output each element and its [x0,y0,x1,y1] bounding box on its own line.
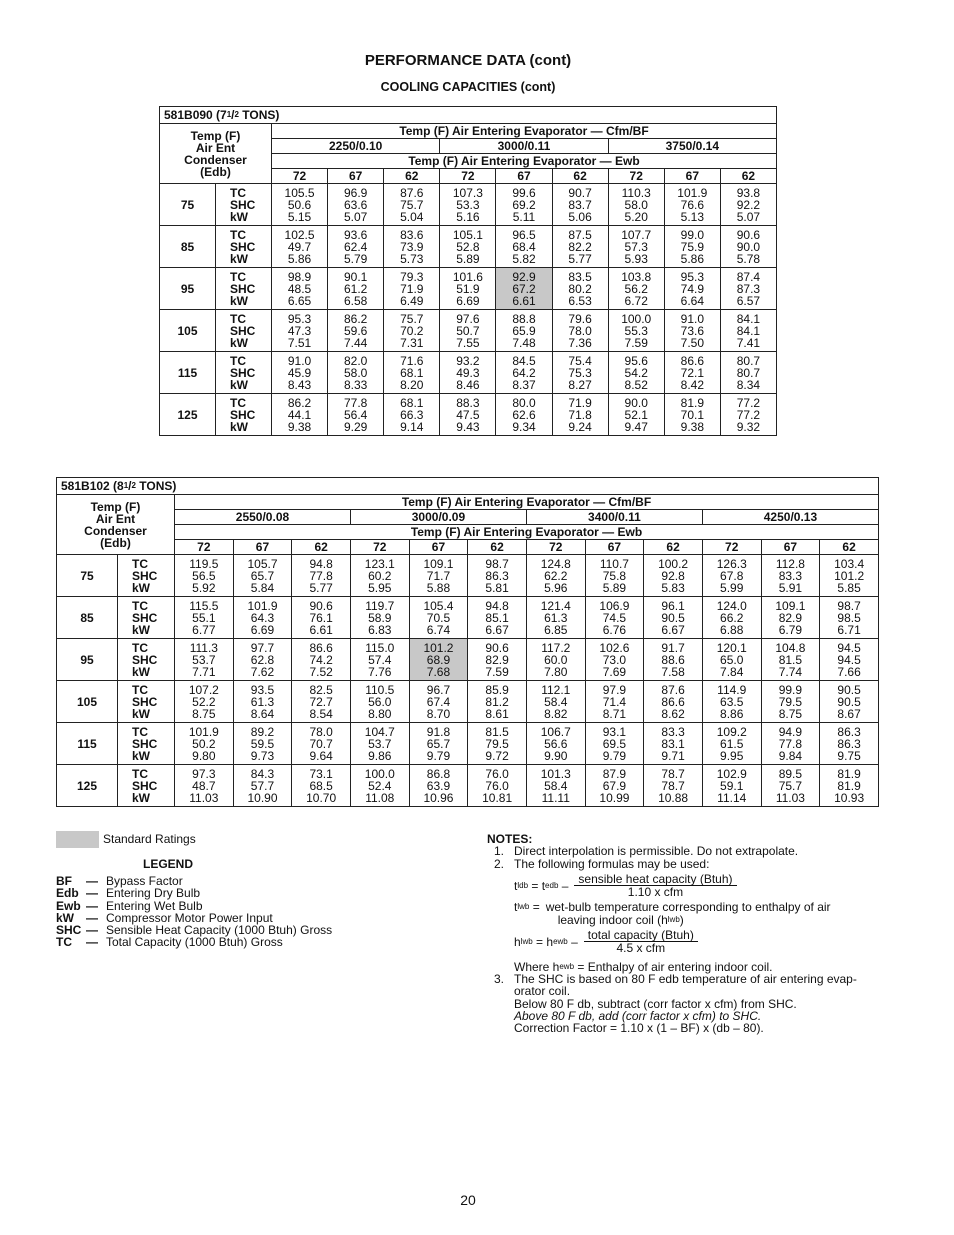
table-cell: 101.9 64.3 6.69 [233,597,292,639]
table-cell: 92.9 67.2 6.61 [496,268,552,310]
formula-hlwb [514,929,887,955]
table-cell: 71.9 71.8 9.24 [552,394,608,436]
table-cell: 90.6 82.9 7.59 [468,639,527,681]
edb-value: 95 [57,639,118,681]
edb-value: 125 [57,765,118,807]
table-cell: 88.3 47.5 9.43 [440,394,496,436]
note-3-line5: Correction Factor = 1.10 x (1 – BF) x (db – 80). [514,1021,764,1036]
row-labels: TC SHC kW [216,352,272,394]
legend-dash: — [86,874,98,888]
table-cell: 79.6 78.0 7.36 [552,310,608,352]
model-suffix: TONS) [135,479,177,493]
model-row [160,107,777,124]
table-cell: 97.6 50.7 7.55 [440,310,496,352]
table-cell: 86.6 72.1 8.42 [664,352,720,394]
ewb-col-7: 67 [585,540,644,555]
legend-abbr: Edb [56,886,79,901]
table-cell: 109.1 82.9 6.79 [761,597,820,639]
formula-tldb-lhs [514,880,568,892]
note-3-line3: Below 80 F db, subtract (corr factor x cfm) from SHC. [514,996,797,1011]
ewb-col-1: 67 [233,540,292,555]
table-cell: 98.9 48.5 6.65 [272,268,328,310]
legend-dash: — [86,923,98,938]
table-cell: 94.5 94.5 7.66 [820,639,879,681]
ewb-header-row [57,525,879,540]
table-cell: 93.8 92.2 5.07 [720,184,776,226]
ewb-col-3: 72 [350,540,409,555]
page-number: 20 [460,1192,476,1208]
cfm-group-0: 2550/0.08 [175,510,351,525]
table-cell: 86.6 74.2 7.52 [292,639,351,681]
formula-tldb-denominator: 1.10 x cfm [627,885,684,900]
page-title: PERFORMANCE DATA (cont) [364,52,572,69]
table-cell: 95.3 74.9 6.64 [664,268,720,310]
edb-value: 125 [160,394,216,436]
formula-tldb [514,873,887,899]
ewb-col-8: 62 [720,169,776,184]
row-labels: TC SHC kW [216,268,272,310]
note-1-num: 1. [494,844,505,859]
table-row [160,268,777,310]
formula-tlwb-line2-sub: lwb [667,914,680,924]
formula-hlwb-numerator: total capacity (Btuh) [584,929,698,942]
cfm-group-2: 3400/0.11 [526,510,702,525]
legend-abbr: Ewb [56,898,81,913]
table-cell: 90.7 83.7 5.06 [552,184,608,226]
note-3-line4: Above 80 F db, add (corr factor x cfm) to SHC. [514,1008,762,1023]
model-frac-den: 2 [234,110,239,119]
formula-tlwb-sub: lwb [517,902,530,912]
table-cell: 94.9 77.8 9.84 [761,723,820,765]
table-cell: 115.0 57.4 7.76 [350,639,409,681]
table-cell: 110.3 58.0 5.20 [608,184,664,226]
table-cell: 90.0 52.1 9.47 [608,394,664,436]
table-cell: 97.3 48.7 11.03 [175,765,234,807]
table-cell: 107.3 53.3 5.16 [440,184,496,226]
legend-text: Bypass Factor [106,874,183,888]
table-cell: 86.3 86.3 9.75 [820,723,879,765]
note-3-num: 3. [494,971,505,986]
table-cell: 107.2 52.2 8.75 [175,681,234,723]
cfm-header: Temp (F) Air Entering Evaporator — Cfm/BF [175,495,879,510]
table-cell: 96.5 68.4 5.82 [496,226,552,268]
table-cell: 98.7 86.3 5.81 [468,555,527,597]
note-2-num: 2. [494,856,505,871]
formula-tlwb-t: t [514,900,518,915]
edb-value: 85 [160,226,216,268]
note-3 [487,973,887,1034]
table-cell: 87.5 82.2 5.77 [552,226,608,268]
row-labels: TC SHC kW [118,765,175,807]
row-labels: TC SHC kW [216,226,272,268]
model-prefix: 581B090 (7 [164,108,227,122]
table-cell: 119.7 58.9 6.83 [350,597,409,639]
table-cell: 84.5 64.2 8.37 [496,352,552,394]
formula-hlwb-sub: lwb [520,936,533,946]
cfm-header-row [57,495,879,510]
table-row [160,394,777,436]
ewb-col-8: 62 [644,540,703,555]
table-cell: 89.5 75.7 11.03 [761,765,820,807]
table-cell: 123.1 60.2 5.95 [350,555,409,597]
edb-value: 105 [160,310,216,352]
table-cell: 87.6 86.6 8.62 [644,681,703,723]
table-cell: 90.6 76.1 6.61 [292,597,351,639]
cfm-group-3: 4250/0.13 [702,510,878,525]
legend-dash: — [86,910,98,925]
legend-abbr: TC [56,935,72,950]
legend-text: Compressor Motor Power Input [106,910,273,925]
model-prefix: 581B102 (8 [61,479,124,493]
ewb-col-0: 72 [272,169,328,184]
legend-text: Entering Dry Bulb [106,886,201,901]
table-cell: 86.8 63.9 10.96 [409,765,468,807]
table-cell: 105.1 52.8 5.89 [440,226,496,268]
edb-value: 85 [57,597,118,639]
model-frac-num: 1 [226,110,232,119]
legend-title: LEGEND [143,857,194,871]
table-cell: 91.8 65.7 9.79 [409,723,468,765]
formula-hlwb-h: h [514,934,521,949]
ewb-col-3: 72 [440,169,496,184]
table-cell: 82.0 58.0 8.33 [328,352,384,394]
table-cell: 101.2 68.9 7.68 [409,639,468,681]
model-frac-num: 1 [123,481,129,490]
table-cell: 81.5 79.5 9.72 [468,723,527,765]
table-cell: 96.9 63.6 5.07 [328,184,384,226]
formula-hlwb-lhs [514,936,578,948]
table-cell: 90.1 61.2 6.58 [328,268,384,310]
table-row [160,310,777,352]
table-cell: 83.6 73.9 5.73 [384,226,440,268]
formula-tlwb [514,901,887,926]
table-row [57,597,879,639]
ewb-col-6: 72 [608,169,664,184]
table-cell: 120.1 65.0 7.84 [702,639,761,681]
cfm-header: Temp (F) Air Entering Evaporator — Cfm/BF [272,124,777,139]
table-cell: 97.9 71.4 8.71 [585,681,644,723]
table-cell: 93.2 49.3 8.46 [440,352,496,394]
table-cell: 110.5 56.0 8.80 [350,681,409,723]
table-cell: 97.7 62.8 7.62 [233,639,292,681]
legend-text: Total Capacity (1000 Btuh) Gross [106,935,283,950]
table-cell: 119.5 56.5 5.92 [175,555,234,597]
formula-tlwb-line1: wet-bulb temperature corresponding to enthalpy of air [545,900,831,915]
edb-value: 115 [57,723,118,765]
table-cell: 105.7 65.7 5.84 [233,555,292,597]
table-cell: 73.1 68.5 10.70 [292,765,351,807]
table-cell: 100.0 55.3 7.59 [608,310,664,352]
ewb-col-10: 67 [761,540,820,555]
legend-dash: — [86,886,98,901]
table-cell: 104.8 81.5 7.74 [761,639,820,681]
ewb-col-4: 67 [496,169,552,184]
model-frac-den: 2 [131,481,136,490]
ewb-col-5: 62 [552,169,608,184]
table-cell: 124.0 66.2 6.88 [702,597,761,639]
ewb-col-2: 62 [292,540,351,555]
cfm-group-row [57,510,879,525]
table-cell: 93.1 69.5 9.79 [585,723,644,765]
model-title [57,478,879,495]
edb-corner-header: Temp (F) Air Ent Condenser (Edb) [160,124,272,184]
note-3-line2: orator coil. [514,984,571,999]
table-cell: 87.6 75.7 5.04 [384,184,440,226]
cfm-group-1: 3000/0.09 [350,510,526,525]
table-cell: 71.6 68.1 8.20 [384,352,440,394]
formula-hlwb-mid: = h [532,934,554,949]
cfm-group-0: 2250/0.10 [272,139,440,154]
table-cell: 83.5 80.2 6.53 [552,268,608,310]
table-cell: 84.1 84.1 7.41 [720,310,776,352]
table-cell: 90.5 90.5 8.67 [820,681,879,723]
note-3-line1: The SHC is based on 80 F edb temperature of air entering evap- [514,971,857,986]
notes [487,833,887,1034]
table-cell: 68.1 66.3 9.14 [384,394,440,436]
table-cell: 106.7 56.6 9.90 [526,723,585,765]
table-cell: 117.2 60.0 7.80 [526,639,585,681]
note-2-text: The following formulas may be used: [514,856,710,871]
table-cell: 98.7 98.5 6.71 [820,597,879,639]
formula-tldb-t: t [514,878,518,893]
table-cell: 115.5 55.1 6.77 [175,597,234,639]
ewb-col-6: 72 [526,540,585,555]
formula-tlwb-line2: leaving indoor coil (h [557,912,668,927]
table-cell: 75.7 70.2 7.31 [384,310,440,352]
standard-ratings-label: Standard Ratings [103,832,196,846]
table-cell: 81.9 81.9 10.93 [820,765,879,807]
table-cell: 105.5 50.6 5.15 [272,184,328,226]
table-cell: 101.9 50.2 9.80 [175,723,234,765]
table-cell: 85.9 81.2 8.61 [468,681,527,723]
legend-dash: — [86,935,98,950]
table-cell: 102.9 59.1 11.14 [702,765,761,807]
table-cell: 78.7 78.7 10.88 [644,765,703,807]
cfm-header-row [160,124,777,139]
formula-hlwb-fraction [584,929,698,955]
table-cell: 104.7 53.7 9.86 [350,723,409,765]
note-2 [487,858,887,870]
formula-tldb-mid: = t [528,878,546,893]
table-cell: 107.7 57.3 5.93 [608,226,664,268]
legend-item [56,887,332,899]
table-cell: 93.6 62.4 5.79 [328,226,384,268]
table-cell: 91.0 45.9 8.43 [272,352,328,394]
note-1 [487,845,887,857]
table-cell: 84.3 57.7 10.90 [233,765,292,807]
row-labels: TC SHC kW [118,555,175,597]
table-cell: 96.1 90.5 6.67 [644,597,703,639]
table-cell: 112.1 58.4 8.82 [526,681,585,723]
table-cell: 80.0 62.6 9.34 [496,394,552,436]
row-labels: TC SHC kW [118,681,175,723]
table-cell: 91.0 73.6 7.50 [664,310,720,352]
ewb-col-11: 62 [820,540,879,555]
page-subtitle: COOLING CAPACITIES (cont) [380,80,556,94]
edb-value: 75 [160,184,216,226]
formula-tldb-fraction [574,873,736,899]
table-cell: 112.8 83.3 5.91 [761,555,820,597]
table-cell: 121.4 61.3 6.85 [526,597,585,639]
ewb-values-row [57,540,879,555]
formula-tldb-sub: ldb [517,880,529,890]
table-row [57,555,879,597]
formula-tlwb-lhs [514,901,540,913]
legend-abbr: kW [56,910,74,925]
row-labels: TC SHC kW [118,723,175,765]
table-cell: 86.2 44.1 9.38 [272,394,328,436]
table-row [160,352,777,394]
table-cell: 87.9 67.9 10.99 [585,765,644,807]
legend-abbr: BF [56,874,72,888]
formula-hlwb-mid-sub: ewb [553,936,568,946]
table-row [57,639,879,681]
table-cell: 99.0 75.9 5.86 [664,226,720,268]
table-cell: 77.2 77.2 9.32 [720,394,776,436]
table-cell: 89.2 59.5 9.73 [233,723,292,765]
model-title [160,107,777,124]
model-frac-slash: / [128,479,132,493]
table-cell: 90.6 90.0 5.78 [720,226,776,268]
table-cell: 87.4 87.3 6.57 [720,268,776,310]
ewb-col-1: 67 [328,169,384,184]
table-cell: 88.8 65.9 7.48 [496,310,552,352]
edb-value: 95 [160,268,216,310]
table-cell: 86.2 59.6 7.44 [328,310,384,352]
formula-tldb-op: – [558,878,569,893]
table-cell: 99.9 79.5 8.75 [761,681,820,723]
formula-hlwb-op: – [567,934,578,949]
row-labels: TC SHC kW [118,639,175,681]
table-cell: 111.3 53.7 7.71 [175,639,234,681]
legend-dash: — [86,898,98,913]
table-cell: 94.8 85.1 6.67 [468,597,527,639]
table-cell: 114.9 63.5 8.86 [702,681,761,723]
note-1-text: Direct interpolation is permissible. Do not extrapolate. [514,844,799,859]
legend-item [56,936,332,948]
table-581b090 [159,106,777,436]
table-cell: 76.0 76.0 10.81 [468,765,527,807]
ewb-col-7: 67 [664,169,720,184]
ewb-col-4: 67 [409,540,468,555]
where-sub: ewb [559,961,575,971]
ewb-col-2: 62 [384,169,440,184]
where-post: = Enthalpy of air entering indoor coil. [574,959,773,974]
table-cell: 95.6 54.2 8.52 [608,352,664,394]
table-cell: 81.9 70.1 9.38 [664,394,720,436]
table-cell: 78.0 70.7 9.64 [292,723,351,765]
table-row [57,765,879,807]
table-cell: 103.4 101.2 5.85 [820,555,879,597]
formula-tlwb-text [546,901,831,926]
ewb-header: Temp (F) Air Entering Evaporator — Ewb [272,154,777,169]
table-cell: 91.7 88.6 7.58 [644,639,703,681]
table-cell: 110.7 75.8 5.89 [585,555,644,597]
table-cell: 99.6 69.2 5.11 [496,184,552,226]
formula-tldb-mid-sub: edb [545,880,559,890]
table-cell: 109.2 61.5 9.95 [702,723,761,765]
table-cell: 106.9 74.5 6.76 [585,597,644,639]
table-581b102 [56,477,879,807]
formula-tlwb-eq: = [529,900,540,915]
table-cell: 124.8 62.2 5.96 [526,555,585,597]
legend-text: Sensible Heat Capacity (1000 Btuh) Gross [106,923,333,938]
table-cell: 126.3 67.8 5.99 [702,555,761,597]
cfm-group-2: 3750/0.14 [608,139,776,154]
model-suffix: TONS) [238,108,280,122]
row-labels: TC SHC kW [216,184,272,226]
legend [56,875,332,949]
table-cell: 102.5 49.7 5.86 [272,226,328,268]
table-cell: 100.2 92.8 5.83 [644,555,703,597]
notes-title: NOTES: [487,832,533,846]
formula-tlwb-line2-end: ) [679,912,684,927]
edb-value: 115 [160,352,216,394]
table-cell: 100.0 52.4 11.08 [350,765,409,807]
table-cell: 82.5 72.7 8.54 [292,681,351,723]
row-labels: TC SHC kW [118,597,175,639]
where-pre: Where h [514,959,560,974]
table-cell: 96.7 67.4 8.70 [409,681,468,723]
ewb-col-9: 72 [702,540,761,555]
legend-abbr: SHC [56,923,82,938]
row-labels: TC SHC kW [216,310,272,352]
formula-tldb-numerator: sensible heat capacity (Btuh) [574,873,736,886]
table-cell: 102.6 73.0 7.69 [585,639,644,681]
table-cell: 93.5 61.3 8.64 [233,681,292,723]
table-row [57,681,879,723]
standard-ratings-swatch [56,831,99,848]
table-cell: 80.7 80.7 8.34 [720,352,776,394]
table-cell: 83.3 83.1 9.71 [644,723,703,765]
table-cell: 105.4 70.5 6.74 [409,597,468,639]
table-cell: 101.3 58.4 11.11 [526,765,585,807]
model-row [57,478,879,495]
table-cell: 77.8 56.4 9.29 [328,394,384,436]
table-row [160,226,777,268]
table-row [160,184,777,226]
table-cell: 95.3 47.3 7.51 [272,310,328,352]
edb-value: 105 [57,681,118,723]
note-3-text [514,973,887,1034]
edb-corner-header: Temp (F) Air Ent Condenser (Edb) [57,495,175,555]
table-cell: 109.1 71.7 5.88 [409,555,468,597]
cfm-group-1: 3000/0.11 [440,139,608,154]
legend-text: Entering Wet Bulb [106,898,203,913]
table-cell: 79.3 71.9 6.49 [384,268,440,310]
formula-hlwb-denominator: 4.5 x cfm [616,941,666,956]
ewb-header: Temp (F) Air Entering Evaporator — Ewb [175,525,879,540]
table-cell: 101.6 51.9 6.69 [440,268,496,310]
table-cell: 75.4 75.3 8.27 [552,352,608,394]
ewb-col-0: 72 [175,540,234,555]
table-row [57,723,879,765]
edb-value: 75 [57,555,118,597]
table-cell: 94.8 77.8 5.77 [292,555,351,597]
table-cell: 103.8 56.2 6.72 [608,268,664,310]
row-labels: TC SHC kW [216,394,272,436]
ewb-col-5: 62 [468,540,527,555]
table-cell: 101.9 76.6 5.13 [664,184,720,226]
model-frac-slash: / [231,108,235,122]
